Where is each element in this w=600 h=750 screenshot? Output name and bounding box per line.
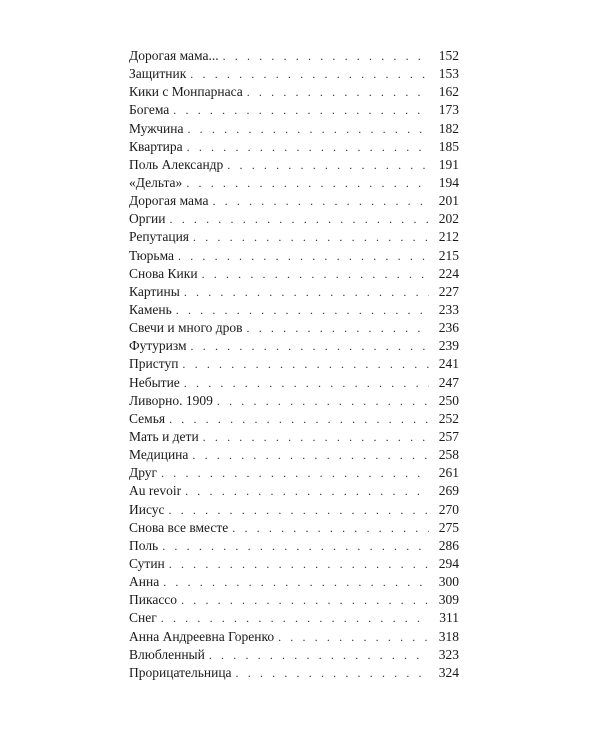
toc-entry-title: Ливорно. 1909 <box>129 392 213 408</box>
toc-entry <box>129 446 459 464</box>
toc-entry-page-number: 286 <box>438 537 459 553</box>
toc-entry-title: Пикассо <box>129 592 178 608</box>
toc-entry-title: Снег <box>129 610 157 626</box>
dot-leader <box>247 83 429 101</box>
toc-entry-page-number: 182 <box>438 120 459 136</box>
toc-entry <box>129 265 459 283</box>
toc-entry-title: Поль <box>129 537 159 553</box>
toc-entry <box>129 301 459 319</box>
toc-entry-page-number: 300 <box>438 574 459 590</box>
toc-entry-page-number: 236 <box>438 320 459 336</box>
toc-entry-title: Друг <box>129 465 158 481</box>
toc-entry-title: Прорицательница <box>129 664 232 680</box>
toc-entry-page-number: 311 <box>439 610 459 626</box>
toc-entry-page-number: 239 <box>438 338 459 354</box>
toc-entry-title: Богема <box>129 102 170 118</box>
toc-entry-title: Футуризм <box>129 338 187 354</box>
dot-leader <box>184 283 429 301</box>
toc-entry-page-number: 269 <box>438 483 459 499</box>
toc-entry-page-number: 227 <box>438 283 459 299</box>
toc-entry-title: Семья <box>129 410 166 426</box>
toc-entry-title: Свечи и много дров <box>129 320 243 336</box>
dot-leader <box>169 555 429 573</box>
toc-entry-page-number: 270 <box>438 501 459 517</box>
dot-leader <box>181 591 429 609</box>
toc-entry-page-number: 152 <box>438 48 459 63</box>
toc-entry-page-number: 261 <box>438 465 459 481</box>
toc-entry-title: Дорогая мама <box>129 193 209 209</box>
dot-leader <box>223 47 429 65</box>
toc-entry <box>129 646 459 664</box>
toc-entry <box>129 65 459 83</box>
toc-entry-page-number: 309 <box>438 592 459 608</box>
toc-entry-title: Анна <box>129 574 160 590</box>
toc-entry-page-number: 185 <box>438 138 459 154</box>
toc-entry <box>129 47 459 65</box>
dot-leader <box>186 174 429 192</box>
toc-entry-page-number: 247 <box>438 374 459 390</box>
toc-entry-page-number: 258 <box>438 447 459 463</box>
dot-leader <box>185 482 429 500</box>
dot-leader <box>236 664 429 682</box>
toc-entry <box>129 337 459 355</box>
dot-leader <box>202 265 429 283</box>
toc-entry <box>129 591 459 609</box>
dot-leader <box>247 319 429 337</box>
toc-entry <box>129 464 459 482</box>
toc-entry <box>129 609 459 627</box>
dot-leader <box>163 573 429 591</box>
toc-entry <box>129 319 459 337</box>
toc-entry-title: Снова Кики <box>129 265 198 281</box>
toc-entry-title: Анна Андреевна Горенко <box>129 628 275 644</box>
toc-entry-page-number: 241 <box>438 356 459 372</box>
toc-entry <box>129 138 459 156</box>
dot-leader <box>176 301 429 319</box>
toc-entry-page-number: 202 <box>438 211 459 227</box>
toc-entry-title: Оргии <box>129 211 166 227</box>
toc-entry-page-number: 224 <box>438 265 459 281</box>
toc-entry-page-number: 275 <box>438 519 459 535</box>
toc-entry-title: Защитник <box>129 66 187 82</box>
toc-entry-title: Сутин <box>129 555 165 571</box>
toc-entry-title: Медицина <box>129 447 189 463</box>
dot-leader <box>162 537 429 555</box>
toc-entry <box>129 355 459 373</box>
toc-entry-title: Небытие <box>129 374 180 390</box>
dot-leader <box>192 446 429 464</box>
dot-leader <box>173 101 429 119</box>
dot-leader <box>209 646 429 664</box>
toc-entry <box>129 428 459 446</box>
toc-entry <box>129 482 459 500</box>
toc-entry-title: Квартира <box>129 138 183 154</box>
toc-entry-title: Влюбленный <box>129 646 205 662</box>
dot-leader <box>203 428 429 446</box>
toc-entry <box>129 519 459 537</box>
toc-entry-title: Тюрьма <box>129 247 175 263</box>
toc-entry-title: Мать и дети <box>129 428 199 444</box>
dot-leader <box>169 501 429 519</box>
dot-leader <box>278 628 429 646</box>
dot-leader <box>232 519 429 537</box>
toc-entry-page-number: 257 <box>438 428 459 444</box>
toc-entry <box>129 210 459 228</box>
toc-entry-title: Иисус <box>129 501 165 517</box>
toc-entry-page-number: 153 <box>438 66 459 82</box>
dot-leader <box>187 138 429 156</box>
toc-entry-title: Кики с Монпарнаса <box>129 84 243 100</box>
toc-entry <box>129 120 459 138</box>
toc-entry-page-number: 324 <box>438 664 459 680</box>
toc-entry-title: Картины <box>129 283 180 299</box>
dot-leader <box>212 192 429 210</box>
dot-leader <box>184 374 429 392</box>
toc-entry-page-number: 194 <box>438 174 459 190</box>
toc-entry <box>129 174 459 192</box>
toc-entry-title: Дорогая мама... <box>129 48 219 63</box>
toc-entry-page-number: 191 <box>438 156 459 172</box>
dot-leader <box>190 65 429 83</box>
toc-entry-title: Снова все вместе <box>129 519 229 535</box>
toc-entry-page-number: 212 <box>438 229 459 245</box>
toc-entry-page-number: 162 <box>438 84 459 100</box>
dot-leader <box>178 247 429 265</box>
toc-entry <box>129 228 459 246</box>
toc-entry <box>129 392 459 410</box>
dot-leader <box>191 337 429 355</box>
toc-entry <box>129 537 459 555</box>
dot-leader <box>217 392 429 410</box>
toc-entry <box>129 283 459 301</box>
dot-leader <box>161 609 429 627</box>
toc-entry-title: Поль Александр <box>129 156 224 172</box>
dot-leader <box>170 210 430 228</box>
toc-entry-title: «Дельта» <box>129 174 183 190</box>
toc-entry-page-number: 233 <box>438 301 459 317</box>
toc-entry-page-number: 201 <box>438 193 459 209</box>
toc-entry-title: Au revoir <box>129 483 182 499</box>
toc-entry <box>129 156 459 174</box>
dot-leader <box>161 464 429 482</box>
toc-entry <box>129 101 459 119</box>
toc-entry-page-number: 323 <box>438 646 459 662</box>
toc-entry-page-number: 294 <box>438 555 459 571</box>
toc-entry <box>129 410 459 428</box>
toc-entry-page-number: 318 <box>438 628 459 644</box>
toc-entry <box>129 192 459 210</box>
toc-entry <box>129 247 459 265</box>
table-of-contents <box>129 47 459 682</box>
toc-entry-page-number: 173 <box>438 102 459 118</box>
dot-leader <box>227 156 429 174</box>
dot-leader <box>182 355 429 373</box>
dot-leader <box>193 228 429 246</box>
toc-entry <box>129 628 459 646</box>
toc-entry <box>129 83 459 101</box>
toc-entry-page-number: 250 <box>438 392 459 408</box>
toc-entry <box>129 501 459 519</box>
dot-leader <box>169 410 429 428</box>
toc-entry <box>129 573 459 591</box>
toc-entry <box>129 555 459 573</box>
toc-entry <box>129 374 459 392</box>
toc-entry-title: Мужчина <box>129 120 184 136</box>
toc-entry <box>129 664 459 682</box>
toc-entry-title: Репутация <box>129 229 190 245</box>
toc-entry-title: Приступ <box>129 356 179 372</box>
toc-entry-title: Камень <box>129 301 172 317</box>
toc-entry-page-number: 252 <box>438 410 459 426</box>
dot-leader <box>187 120 429 138</box>
toc-entry-page-number: 215 <box>438 247 459 263</box>
